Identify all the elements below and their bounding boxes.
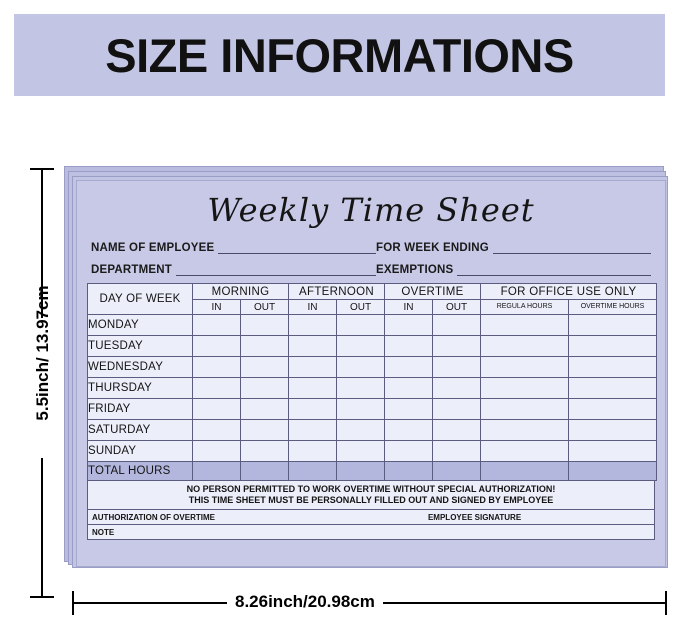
subheader-overtime-hours: OVERTIME HOURS (569, 300, 657, 315)
cell-saturday-afternoon-out[interactable] (337, 420, 385, 441)
cell-total-afternoon-in[interactable] (289, 462, 337, 481)
cell-wednesday-afternoon-out[interactable] (337, 357, 385, 378)
width-dimension (72, 590, 667, 624)
cell-wednesday-regular-hours[interactable] (481, 357, 569, 378)
cell-sunday-morning-in[interactable] (193, 441, 241, 462)
field-department-rule[interactable] (176, 265, 376, 276)
cell-saturday-morning-out[interactable] (241, 420, 289, 441)
cell-sunday-regular-hours[interactable] (481, 441, 569, 462)
cell-monday-overtime-hours[interactable] (569, 315, 657, 336)
cell-thursday-overtime-out[interactable] (433, 378, 481, 399)
header-field-row-1 (91, 239, 651, 254)
cell-tuesday-morning-out[interactable] (241, 336, 289, 357)
cell-total-morning-in[interactable] (193, 462, 241, 481)
cell-sunday-afternoon-in[interactable] (289, 441, 337, 462)
cell-total-overtime-out[interactable] (433, 462, 481, 481)
height-dimension-label: 5.5inch/ 13.97cm (33, 285, 52, 421)
table-row (88, 420, 657, 441)
size-information-banner (14, 14, 665, 96)
table-group-header-row (88, 284, 657, 300)
table-row (88, 399, 657, 420)
authorization-of-overtime-label: AUTHORIZATION OF OVERTIME (92, 512, 215, 522)
employee-signature-label: EMPLOYEE SIGNATURE (427, 512, 522, 522)
width-dimension-label: 8.26inch/20.98cm (227, 592, 383, 612)
page-title: SIZE INFORMATIONS (105, 28, 574, 82)
cell-thursday-morning-in[interactable] (193, 378, 241, 399)
cell-tuesday-overtime-in[interactable] (385, 336, 433, 357)
signature-row (87, 510, 655, 525)
row-label-total-hours: TOTAL HOURS (88, 462, 193, 481)
cell-tuesday-afternoon-out[interactable] (337, 336, 385, 357)
cell-friday-morning-in[interactable] (193, 399, 241, 420)
subheader-afternoon-in: IN (289, 300, 337, 315)
cell-total-afternoon-out[interactable] (337, 462, 385, 481)
field-for-week-ending-rule[interactable] (493, 243, 651, 254)
width-dimension-cap-right (665, 591, 667, 615)
cell-saturday-morning-in[interactable] (193, 420, 241, 441)
cell-sunday-overtime-hours[interactable] (569, 441, 657, 462)
field-for-week-ending-label: FOR WEEK ENDING (376, 242, 489, 254)
note-label: NOTE (87, 525, 655, 540)
cell-friday-afternoon-out[interactable] (337, 399, 385, 420)
field-department[interactable] (91, 264, 376, 276)
height-dimension-cap-bottom (30, 596, 54, 598)
cell-friday-regular-hours[interactable] (481, 399, 569, 420)
cell-sunday-overtime-in[interactable] (385, 441, 433, 462)
subheader-afternoon-out: OUT (337, 300, 385, 315)
group-header-afternoon: AFTERNOON (289, 284, 385, 300)
weekly-time-sheet (76, 180, 666, 567)
table-row (88, 315, 657, 336)
height-dimension (24, 168, 60, 598)
table-row-total (88, 462, 657, 481)
group-header-morning: MORNING (193, 284, 289, 300)
cell-monday-afternoon-out[interactable] (337, 315, 385, 336)
cell-wednesday-morning-out[interactable] (241, 357, 289, 378)
cell-monday-morning-out[interactable] (241, 315, 289, 336)
cell-total-overtime-hours[interactable] (569, 462, 657, 481)
cell-thursday-overtime-in[interactable] (385, 378, 433, 399)
row-label-thursday: THURSDAY (88, 378, 193, 399)
column-header-day-of-week: DAY OF WEEK (88, 284, 193, 315)
cell-wednesday-overtime-in[interactable] (385, 357, 433, 378)
cell-thursday-overtime-hours[interactable] (569, 378, 657, 399)
row-label-monday: MONDAY (88, 315, 193, 336)
cell-saturday-overtime-hours[interactable] (569, 420, 657, 441)
field-exemptions-rule[interactable] (457, 265, 651, 276)
table-row (88, 336, 657, 357)
cell-monday-morning-in[interactable] (193, 315, 241, 336)
cell-wednesday-afternoon-in[interactable] (289, 357, 337, 378)
cell-thursday-morning-out[interactable] (241, 378, 289, 399)
row-label-friday: FRIDAY (88, 399, 193, 420)
cell-wednesday-overtime-out[interactable] (433, 357, 481, 378)
row-label-saturday: SATURDAY (88, 420, 193, 441)
subheader-overtime-out: OUT (433, 300, 481, 315)
cell-saturday-overtime-in[interactable] (385, 420, 433, 441)
subheader-overtime-in: IN (385, 300, 433, 315)
field-exemptions-label: EXEMPTIONS (376, 264, 454, 276)
cell-wednesday-overtime-hours[interactable] (569, 357, 657, 378)
sheet-title: Weekly Time Sheet (207, 191, 535, 229)
cell-sunday-overtime-out[interactable] (433, 441, 481, 462)
group-header-office-use: FOR OFFICE USE ONLY (481, 284, 657, 300)
overtime-notice (87, 481, 655, 510)
cell-saturday-regular-hours[interactable] (481, 420, 569, 441)
cell-tuesday-overtime-out[interactable] (433, 336, 481, 357)
cell-friday-overtime-out[interactable] (433, 399, 481, 420)
cell-total-morning-out[interactable] (241, 462, 289, 481)
table-row (88, 357, 657, 378)
subheader-morning-in: IN (193, 300, 241, 315)
table-row (88, 378, 657, 399)
cell-total-overtime-in[interactable] (385, 462, 433, 481)
group-header-overtime: OVERTIME (385, 284, 481, 300)
row-label-wednesday: WEDNESDAY (88, 357, 193, 378)
field-name-of-employee-label: NAME OF EMPLOYEE (91, 242, 215, 254)
cell-saturday-afternoon-in[interactable] (289, 420, 337, 441)
overtime-notice-line-2: THIS TIME SHEET MUST BE PERSONALLY FILLED OUT AND SIGNED BY EMPLOYEE (188, 495, 554, 505)
cell-tuesday-overtime-hours[interactable] (569, 336, 657, 357)
row-label-tuesday: TUESDAY (88, 336, 193, 357)
cell-monday-overtime-in[interactable] (385, 315, 433, 336)
cell-monday-overtime-out[interactable] (433, 315, 481, 336)
cell-tuesday-morning-in[interactable] (193, 336, 241, 357)
cell-thursday-regular-hours[interactable] (481, 378, 569, 399)
cell-thursday-afternoon-out[interactable] (337, 378, 385, 399)
field-department-label: DEPARTMENT (91, 264, 173, 276)
field-exemptions[interactable] (376, 264, 651, 276)
cell-tuesday-regular-hours[interactable] (481, 336, 569, 357)
cell-sunday-afternoon-out[interactable] (337, 441, 385, 462)
cell-tuesday-afternoon-in[interactable] (289, 336, 337, 357)
row-label-sunday: SUNDAY (88, 441, 193, 462)
cell-friday-overtime-in[interactable] (385, 399, 433, 420)
time-sheet-table (87, 283, 657, 481)
cell-friday-afternoon-in[interactable] (289, 399, 337, 420)
field-for-week-ending[interactable] (376, 242, 651, 254)
table-row (88, 441, 657, 462)
field-name-of-employee[interactable] (91, 242, 376, 254)
cell-friday-morning-out[interactable] (241, 399, 289, 420)
cell-thursday-afternoon-in[interactable] (289, 378, 337, 399)
overtime-notice-line-1: NO PERSON PERMITTED TO WORK OVERTIME WITHOUT SPECIAL AUTHORIZATION! (186, 484, 556, 494)
cell-monday-afternoon-in[interactable] (289, 315, 337, 336)
cell-sunday-morning-out[interactable] (241, 441, 289, 462)
subheader-morning-out: OUT (241, 300, 289, 315)
field-name-of-employee-rule[interactable] (218, 243, 376, 254)
cell-wednesday-morning-in[interactable] (193, 357, 241, 378)
cell-total-regular-hours[interactable] (481, 462, 569, 481)
cell-saturday-overtime-out[interactable] (433, 420, 481, 441)
subheader-regular-hours: REGULA HOURS (481, 300, 569, 315)
cell-friday-overtime-hours[interactable] (569, 399, 657, 420)
cell-monday-regular-hours[interactable] (481, 315, 569, 336)
header-field-row-2 (91, 261, 651, 276)
